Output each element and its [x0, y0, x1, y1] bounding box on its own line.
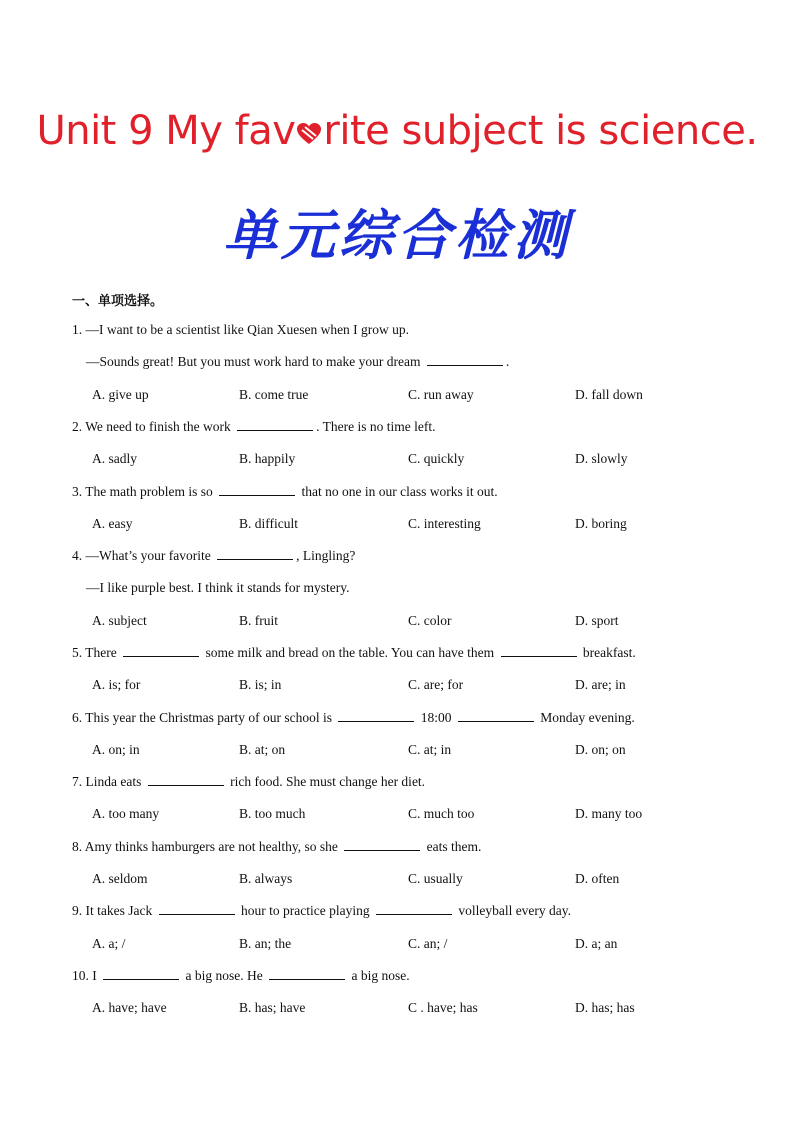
option-b: B. come true: [239, 387, 309, 402]
question-text: hour to practice playing: [237, 903, 373, 918]
option-c: C. usually: [408, 871, 463, 886]
option-a: A. seldom: [92, 871, 148, 886]
option-a: A. subject: [92, 613, 147, 628]
answer-blank: [217, 548, 293, 560]
question-text: 3. The math problem is so: [72, 484, 217, 499]
section-heading: 一、单项选择。: [72, 294, 164, 309]
option-d: D. sport: [575, 613, 619, 628]
option-a: A. is; for: [92, 677, 141, 692]
option-b: B. difficult: [239, 516, 298, 531]
answer-blank: [376, 903, 452, 915]
option-b: B. at; on: [239, 742, 286, 757]
option-d: D. often: [575, 871, 620, 886]
answer-blank: [123, 645, 199, 657]
question-text: rich food. She must change her diet.: [226, 774, 426, 789]
answer-blank: [237, 419, 313, 431]
option-d: D. has; has: [575, 1000, 635, 1015]
option-a: A. on; in: [92, 742, 140, 757]
option-c: C. quickly: [408, 451, 465, 466]
question-text: 6. This year the Christmas party of our school is: [72, 710, 336, 725]
question-4-line: [86, 580, 349, 596]
answer-blank: [501, 645, 577, 657]
option-b: B. too much: [239, 806, 306, 821]
option-b: B. always: [239, 871, 293, 886]
option-c: C . have; has: [408, 1000, 478, 1015]
option-b: B. an; the: [239, 936, 292, 951]
question-text: 18:00: [417, 710, 455, 725]
option-d: D. are; in: [575, 677, 626, 692]
answer-blank: [103, 968, 179, 980]
option-b: B. fruit: [239, 613, 278, 628]
question-1-line: [86, 354, 509, 370]
question-text: . There is no time left.: [316, 419, 436, 434]
option-d: D. boring: [575, 516, 627, 531]
question-text: eats them.: [423, 839, 482, 854]
option-c: C. are; for: [408, 677, 464, 692]
option-c: C. an; /: [408, 936, 448, 951]
question-4-line: [72, 548, 355, 564]
answer-blank: [344, 839, 420, 851]
unit-title-part-2: rite subject is science.: [323, 108, 758, 154]
answer-blank: [219, 484, 295, 496]
question-9-line: [72, 903, 571, 919]
answer-blank: [427, 354, 503, 366]
question-text: that no one in our class works it out.: [298, 484, 498, 499]
question-6-line: [72, 710, 635, 726]
question-text: 1. —I want to be a scientist like Qian Xuesen when I grow up.: [72, 322, 410, 337]
question-text: .: [505, 354, 510, 369]
question-10-line: [72, 968, 410, 984]
question-text: —Sounds great! But you must work hard to make your dream: [86, 354, 424, 369]
option-a: A. too many: [92, 806, 160, 821]
option-a: A. give up: [92, 387, 149, 402]
question-text: a big nose.: [348, 968, 410, 983]
answer-blank: [338, 710, 414, 722]
option-d: D. fall down: [575, 387, 643, 402]
question-text: , Lingling?: [296, 548, 356, 563]
option-a: A. easy: [92, 516, 133, 531]
option-c: C. interesting: [408, 516, 481, 531]
option-c: C. much too: [408, 806, 475, 821]
question-3-line: [72, 484, 498, 500]
question-text: 4. —What’s your favorite: [72, 548, 215, 563]
question-text: breakfast.: [579, 645, 636, 660]
answer-blank: [159, 903, 235, 915]
answer-blank: [458, 710, 534, 722]
unit-title: [0, 108, 794, 154]
question-2-line: [72, 419, 436, 435]
option-b: B. has; have: [239, 1000, 306, 1015]
question-5-line: [72, 645, 636, 661]
option-d: D. slowly: [575, 451, 628, 466]
option-a: A. sadly: [92, 451, 137, 466]
question-text: 10. I: [72, 968, 101, 983]
answer-blank: [269, 968, 345, 980]
question-text: a big nose. He: [182, 968, 267, 983]
unit-test-title: 单元综合检测: [223, 204, 571, 267]
question-7-line: [72, 774, 425, 790]
option-d: D. a; an: [575, 936, 618, 951]
question-text: —I like purple best. I think it stands for mystery.: [86, 580, 350, 595]
question-text: 2. We need to finish the work: [72, 419, 235, 434]
question-text: Monday evening.: [536, 710, 635, 725]
option-c: C. run away: [408, 387, 474, 402]
option-b: B. happily: [239, 451, 296, 466]
option-d: D. many too: [575, 806, 643, 821]
option-c: C. color: [408, 613, 452, 628]
question-text: 5. There: [72, 645, 121, 660]
option-c: C. at; in: [408, 742, 452, 757]
option-a: A. have; have: [92, 1000, 167, 1015]
question-text: 9. It takes Jack: [72, 903, 156, 918]
question-8-line: [72, 839, 481, 855]
question-text: some milk and bread on the table. You can have them: [202, 645, 498, 660]
heart-icon: [296, 122, 322, 146]
option-d: D. on; on: [575, 742, 626, 757]
question-text: volleyball every day.: [454, 903, 572, 918]
question-text: 8. Amy thinks hamburgers are not healthy, so she: [72, 839, 342, 854]
answer-blank: [148, 774, 224, 786]
option-a: A. a; /: [92, 936, 126, 951]
option-b: B. is; in: [239, 677, 282, 692]
question-text: 7. Linda eats: [72, 774, 145, 789]
question-1-line: [72, 322, 409, 338]
unit-title-part-1: Unit 9 My fav: [36, 108, 296, 154]
